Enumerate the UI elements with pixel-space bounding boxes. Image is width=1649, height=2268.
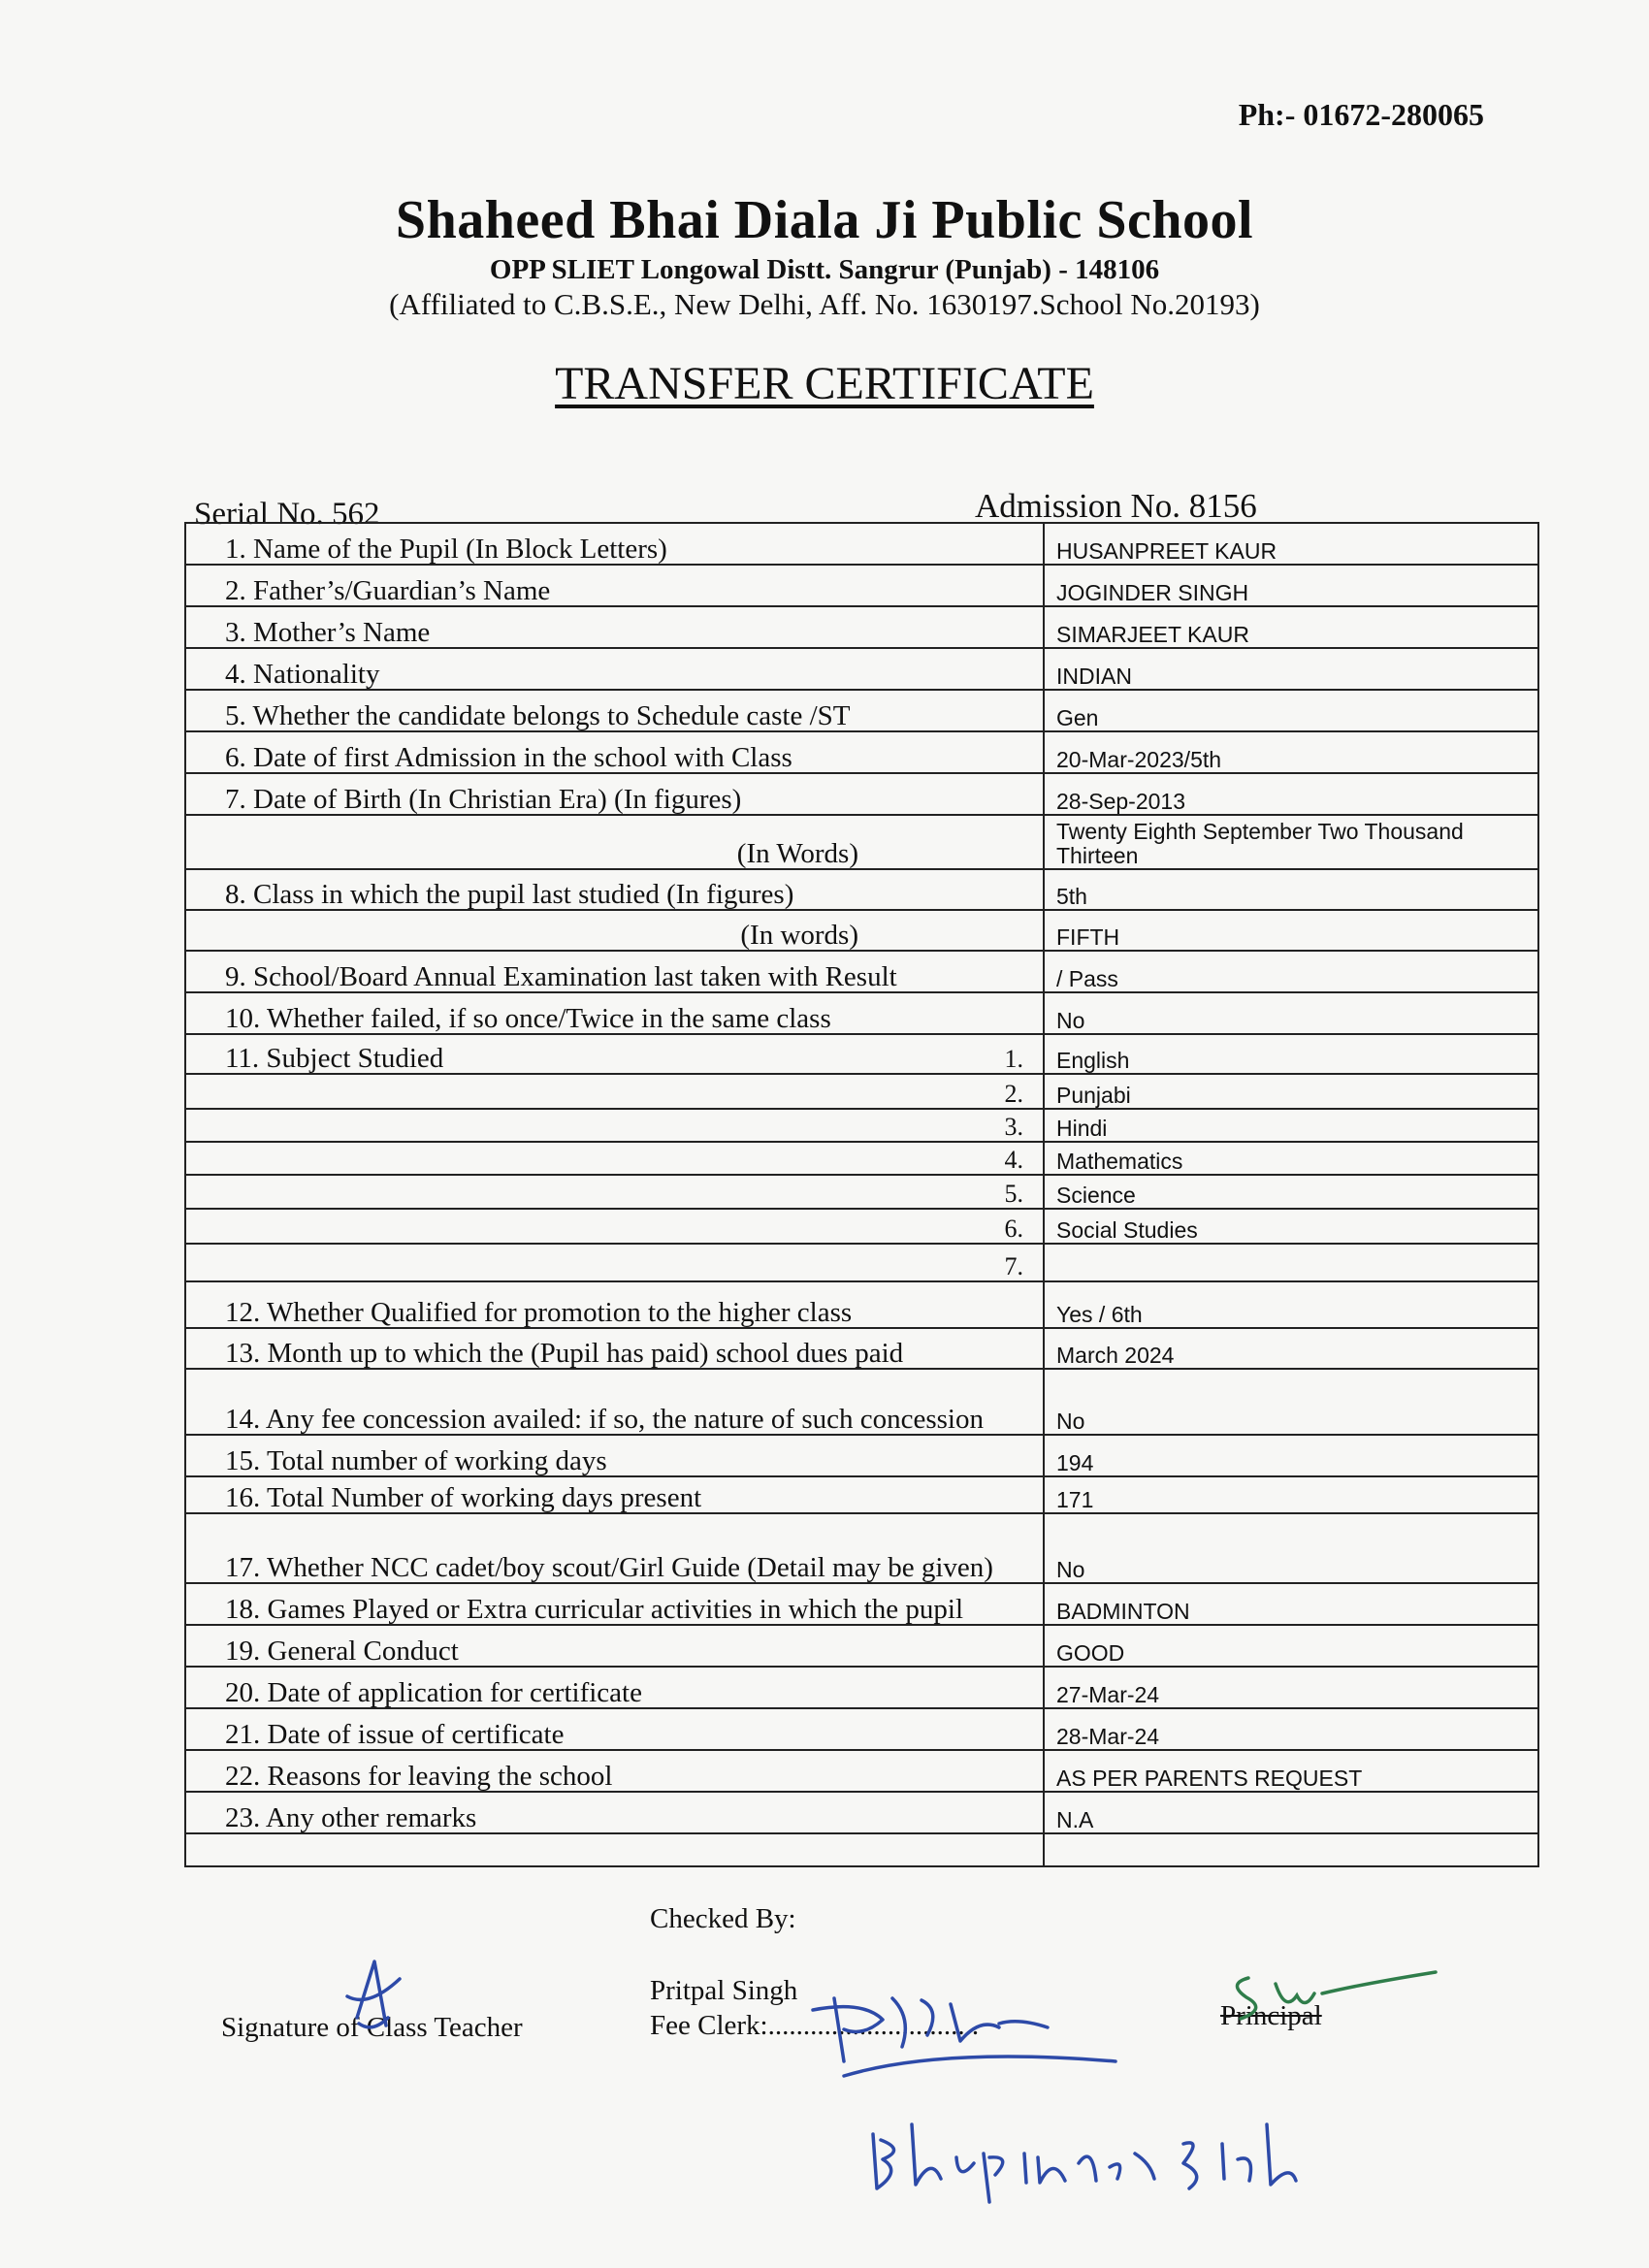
subject-row <box>185 1142 1538 1175</box>
subject-row <box>185 1209 1538 1244</box>
row-label: 1. Name of the Pupil (In Block Letters) <box>185 523 1044 565</box>
table-row <box>185 1708 1538 1750</box>
row-label: (In Words) <box>185 815 1044 869</box>
subject-name: Hindi <box>1044 1109 1538 1142</box>
row-label: 2. Father’s/Guardian’s Name <box>185 565 1044 606</box>
certificate-table <box>184 522 1539 1867</box>
subject-name: Social Studies <box>1044 1209 1538 1244</box>
row-value: 27-Mar-24 <box>1044 1667 1538 1708</box>
row-value: No <box>1044 992 1538 1034</box>
row-value: 28-Mar-24 <box>1044 1708 1538 1750</box>
principal-label: Principal <box>1220 2000 1322 2031</box>
subject-number: 1. <box>1004 1045 1023 1073</box>
table-row <box>185 1833 1538 1866</box>
row-value: No <box>1044 1369 1538 1435</box>
subject-name: Punjabi <box>1044 1074 1538 1109</box>
table-row <box>185 869 1538 910</box>
table-row <box>185 565 1538 606</box>
table-row <box>185 951 1538 992</box>
row-label: 7. Date of Birth (In Christian Era) (In figures) <box>185 773 1044 815</box>
table-row <box>185 648 1538 690</box>
row-label: (In words) <box>185 910 1044 951</box>
table-row <box>185 690 1538 731</box>
row-value: March 2024 <box>1044 1328 1538 1369</box>
table-row <box>185 992 1538 1034</box>
table-row <box>185 1513 1538 1583</box>
school-address: OPP SLIET Longowal Distt. Sangrur (Punjab) - 148106 <box>489 254 1160 285</box>
subject-number: 7. <box>1004 1252 1023 1280</box>
class-teacher-signature <box>330 1950 427 2047</box>
subject-number: 5. <box>1004 1180 1023 1208</box>
row-label: 5. Whether the candidate belongs to Schedule caste /ST <box>185 690 1044 731</box>
row-label: 21. Date of issue of certificate <box>185 1708 1044 1750</box>
row-value: 20-Mar-2023/5th <box>1044 731 1538 773</box>
row-value: GOOD <box>1044 1625 1538 1667</box>
subject-number: 4. <box>1004 1146 1023 1174</box>
subject-label <box>185 1109 1044 1142</box>
row-value: 5th <box>1044 869 1538 910</box>
row-label: 3. Mother’s Name <box>185 606 1044 648</box>
subject-name: English <box>1044 1034 1538 1074</box>
row-label: 23. Any other remarks <box>185 1792 1044 1833</box>
subject-number: 3. <box>1004 1113 1023 1141</box>
subject-row <box>185 1074 1538 1109</box>
school-name: Shaheed Bhai Diala Ji Public School <box>395 190 1254 250</box>
row-label: 20. Date of application for certificate <box>185 1667 1044 1708</box>
row-value: No <box>1044 1513 1538 1583</box>
subject-label <box>185 1142 1044 1175</box>
document-title: TRANSFER CERTIFICATE <box>555 358 1094 409</box>
row-label: 4. Nationality <box>185 648 1044 690</box>
subject-label <box>185 1209 1044 1244</box>
row-label: 9. School/Board Annual Examination last taken with Result <box>185 951 1044 992</box>
table-row <box>185 1281 1538 1328</box>
table-row <box>185 1625 1538 1667</box>
row-value: BADMINTON <box>1044 1583 1538 1625</box>
subject-label <box>185 1175 1044 1209</box>
row-value: SIMARJEET KAUR <box>1044 606 1538 648</box>
fee-clerk-name: Pritpal Singh <box>650 1975 798 2006</box>
subject-row <box>185 1109 1538 1142</box>
row-label: 14. Any fee concession availed: if so, the nature of such concession <box>185 1369 1044 1435</box>
fee-clerk-label: Fee Clerk:.............................. <box>650 2010 980 2041</box>
table-row <box>185 731 1538 773</box>
principal-signature <box>1217 1955 1450 2042</box>
subject-name: Science <box>1044 1175 1538 1209</box>
subject-label <box>185 1074 1044 1109</box>
row-value <box>1044 1833 1538 1866</box>
row-value: Twenty Eighth September Two Thousand Thirteen <box>1044 815 1538 869</box>
subject-number: 6. <box>1004 1215 1023 1243</box>
row-label: 18. Games Played or Extra curricular activities in which the pupil <box>185 1583 1044 1625</box>
row-value: FIFTH <box>1044 910 1538 951</box>
table-row <box>185 1750 1538 1792</box>
row-label: 8. Class in which the pupil last studied (In figures) <box>185 869 1044 910</box>
subjects-heading: 11. Subject Studied <box>225 1043 444 1074</box>
row-label: 22. Reasons for leaving the school <box>185 1750 1044 1792</box>
row-value: N.A <box>1044 1792 1538 1833</box>
row-value: 171 <box>1044 1476 1538 1513</box>
fee-clerk-signature <box>805 1960 1125 2095</box>
row-value: HUSANPREET KAUR <box>1044 523 1538 565</box>
table-row <box>185 1328 1538 1369</box>
table-row <box>185 1435 1538 1476</box>
subject-row <box>185 1034 1538 1074</box>
row-value: 28-Sep-2013 <box>1044 773 1538 815</box>
row-label: 17. Whether NCC cadet/boy scout/Girl Guide (Detail may be given) <box>185 1513 1044 1583</box>
admission-number: Admission No. 8156 <box>975 487 1257 525</box>
row-value: JOGINDER SINGH <box>1044 565 1538 606</box>
subject-label <box>185 1034 1044 1074</box>
row-value: INDIAN <box>1044 648 1538 690</box>
handwritten-name <box>863 2095 1300 2202</box>
row-label: 12. Whether Qualified for promotion to the higher class <box>185 1281 1044 1328</box>
table-row <box>185 1369 1538 1435</box>
row-label: 10. Whether failed, if so once/Twice in the same class <box>185 992 1044 1034</box>
table-row <box>185 815 1538 869</box>
row-label <box>185 1833 1044 1866</box>
row-value: / Pass <box>1044 951 1538 992</box>
table-row <box>185 1792 1538 1833</box>
row-label: 6. Date of first Admission in the school with Class <box>185 731 1044 773</box>
table-row <box>185 1583 1538 1625</box>
row-label: 16. Total Number of working days present <box>185 1476 1044 1513</box>
table-row <box>185 773 1538 815</box>
subject-name: Mathematics <box>1044 1142 1538 1175</box>
row-label: 13. Month up to which the (Pupil has paid) school dues paid <box>185 1328 1044 1369</box>
table-row <box>185 1476 1538 1513</box>
class-teacher-signature-label: Signature of Class Teacher <box>221 2012 523 2043</box>
row-value: Gen <box>1044 690 1538 731</box>
subject-number: 2. <box>1004 1080 1023 1108</box>
row-value: Yes / 6th <box>1044 1281 1538 1328</box>
checked-by-label: Checked By: <box>650 1903 796 1934</box>
row-value: 194 <box>1044 1435 1538 1476</box>
table-row <box>185 523 1538 565</box>
serial-number: Serial No. 562 <box>194 497 380 532</box>
row-value: AS PER PARENTS REQUEST <box>1044 1750 1538 1792</box>
row-label: 15. Total number of working days <box>185 1435 1044 1476</box>
subject-row <box>185 1175 1538 1209</box>
table-row <box>185 910 1538 951</box>
subject-row <box>185 1244 1538 1281</box>
row-label: 19. General Conduct <box>185 1625 1044 1667</box>
table-row <box>185 1667 1538 1708</box>
school-affiliation: (Affiliated to C.B.S.E., New Delhi, Aff. No. 1630197.School No.20193) <box>389 287 1260 321</box>
phone-number: Ph:- 01672-280065 <box>1238 97 1484 132</box>
table-row <box>185 606 1538 648</box>
subject-name <box>1044 1244 1538 1281</box>
subject-label <box>185 1244 1044 1281</box>
